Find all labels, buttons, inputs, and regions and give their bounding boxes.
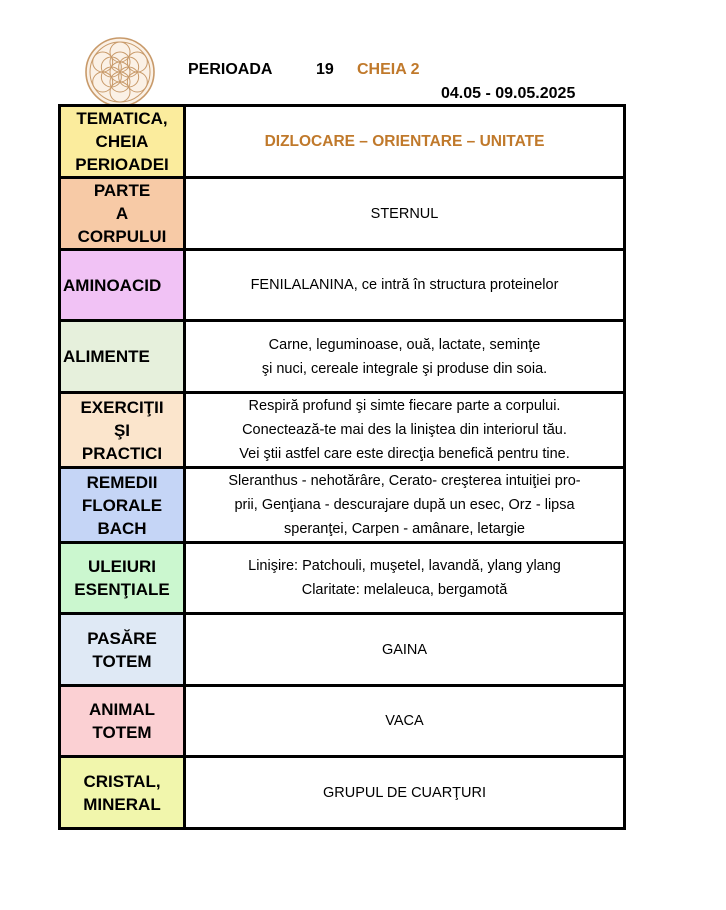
row-value-line: GRUPUL DE CUARŢURI [322,784,486,801]
row-value-line: VACA [385,713,424,729]
row-label-line: TOTEM [92,651,152,671]
row-label-animal-totem [60,686,185,757]
row-label-remedii-bach [60,468,185,543]
row-label-aminoacid [60,250,185,321]
row-value-alimente [185,321,625,393]
row-label-line: PERIOADEI [75,155,169,174]
table-row-pasare-totem [60,614,625,686]
row-label-line: CORPULUI [77,227,167,246]
table-row-uleiuri [60,543,625,614]
table-row-aminoacid [60,250,625,321]
table-row-cristal [60,757,625,829]
period-number: 19 [316,61,334,78]
row-value-uleiuri [185,543,625,614]
info-table [58,104,626,830]
row-value-line: Respiră profund şi simte fiecare parte a corpului. [248,398,561,414]
row-value-line: prii, Genţiana - descurajare după un esec, Orz - lipsa [234,497,575,513]
row-value-line: STERNUL [370,205,439,222]
row-label-line: PRACTICI [81,443,163,463]
row-label-line: REMEDII [86,472,158,492]
row-value-line: Linişire: Patchouli, muşetel, lavandă, ylang ylang [248,558,561,574]
row-value-remedii-bach [185,468,625,543]
key-label: CHEIA 2 [357,61,420,78]
row-label-line: CRISTAL, [83,771,161,791]
table-row-alimente [60,321,625,393]
row-label-line: TOTEM [92,723,152,742]
row-value-animal-totem [185,686,625,757]
row-label-line: AMINOACID [63,275,162,295]
table-row-parte-corpului [60,178,625,250]
row-value-tematica [185,106,625,178]
row-label-line: EXERCIŢII [80,397,164,417]
row-value-line: Conectează-te mai des la liniştea din interiorul tău. [242,422,567,438]
row-value-line: GAINA [381,641,428,658]
row-value-line: Carne, leguminoase, ouă, lactate, seminţe [268,336,541,353]
row-label-line: PASĂRE [87,628,157,648]
table-row-remedii-bach [60,468,625,543]
row-label-line: CHEIA [95,132,149,151]
row-label-line: FLORALE [81,495,163,515]
row-value-line: şi nuci, cereale integrale şi produse din soia. [261,360,548,377]
period-label: PERIOADA [188,61,273,78]
row-value-line: Claritate: melaleuca, bergamotă [301,582,508,598]
flower-of-life-logo-icon [84,36,156,108]
row-label-line: PARTE [93,181,151,200]
row-label-line: MINERAL [83,794,161,814]
table-row-animal-totem [60,686,625,757]
row-value-line: speranţei, Carpen - amânare, letargie [284,521,525,537]
row-label-line: ŞI [113,420,131,440]
row-value-pasare-totem [185,614,625,686]
table-row-exercitii [60,393,625,468]
row-value-line: Sleranthus - nehotărâre, Cerato- creşterea intuiţiei pro- [228,473,581,489]
row-label-line: ESENŢIALE [74,580,170,599]
row-label-parte-corpului [60,178,185,250]
row-label-tematica [60,106,185,178]
row-label-line: ULEIURI [88,557,156,576]
row-label-exercitii [60,393,185,468]
row-value-aminoacid [185,250,625,321]
row-label-line: A [115,204,129,223]
period-dates: 04.05 - 09.05.2025 [441,85,576,102]
row-label-line: ALIMENTE [63,347,150,366]
row-label-line: TEMATICA, [76,109,168,128]
table-row-tematica [60,106,625,178]
row-label-alimente [60,321,185,393]
row-label-uleiuri [60,543,185,614]
row-value-line: FENILALANINA, ce intră în structura proteinelor [250,277,559,293]
row-label-line: BACH [97,518,147,538]
row-label-line: ANIMAL [88,700,156,719]
row-value-line: DIZLOCARE – ORIENTARE – UNITATE [264,132,545,150]
row-value-cristal [185,757,625,829]
row-label-pasare-totem [60,614,185,686]
row-value-exercitii [185,393,625,468]
row-value-line: Vei ştii astfel care este direcţia benefică pentru tine. [239,446,570,462]
row-value-parte-corpului [185,178,625,250]
row-label-cristal [60,757,185,829]
